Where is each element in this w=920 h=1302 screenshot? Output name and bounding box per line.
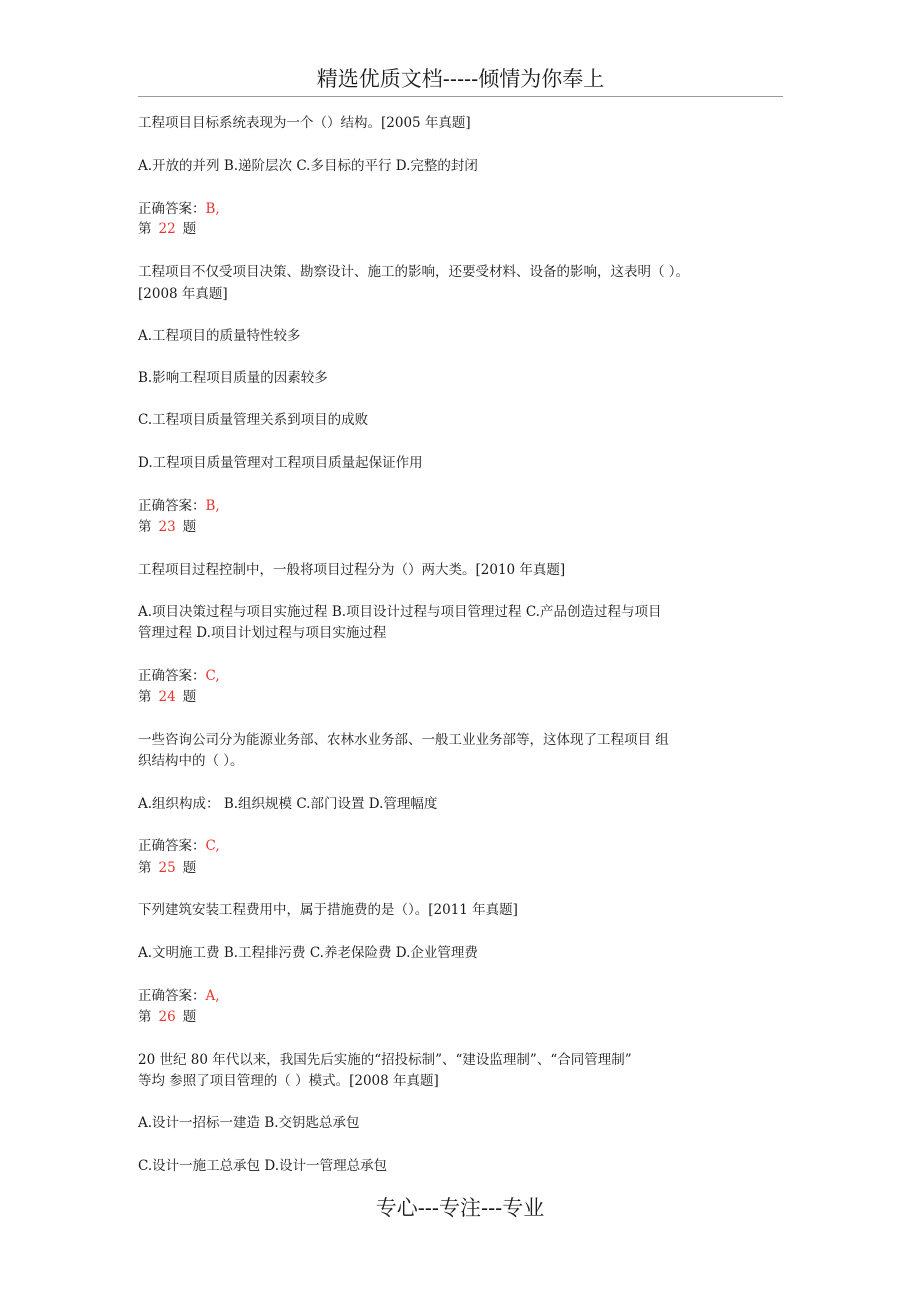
answer-value: B, xyxy=(205,201,220,217)
question-number-prefix: 第 xyxy=(138,1009,152,1025)
question-number-suffix: 题 xyxy=(182,1009,197,1025)
question-stem-continued: [2008 年真题] xyxy=(138,286,228,302)
question-number-value: 26 xyxy=(158,1009,176,1025)
question-stem: 下列建筑安装工程费用中，属于措施费的是（）。[2011 年真题] xyxy=(138,902,518,918)
question-number-value: 24 xyxy=(158,689,176,705)
answer-value: A, xyxy=(205,988,220,1004)
question-number-prefix: 第 xyxy=(138,689,152,705)
question-number-suffix: 题 xyxy=(182,221,197,237)
option-c: C.工程项目质量管理关系到项目的成败 xyxy=(138,412,369,428)
question-options: A.文明施工费 B.工程排污费 C.养老保险费 D.企业管理费 xyxy=(138,945,478,961)
question-number xyxy=(138,518,196,536)
answer-label: 正确答案： xyxy=(138,668,206,684)
option-b: B.影响工程项目质量的因素较多 xyxy=(138,370,328,386)
option-d: D.工程项目质量管理对工程项目质量起保证作用 xyxy=(138,455,423,471)
question-number-value: 25 xyxy=(158,860,176,876)
question-stem: 工程项目目标系统表现为一个（）结构。[2005 年真题] xyxy=(138,115,471,131)
question-number-suffix: 题 xyxy=(182,689,197,705)
question-stem: 一些咨询公司分为能源业务部、农林水业务部、一般工业业务部等，这体现了工程项目 组 xyxy=(138,732,669,748)
question-options-continued: C.设计一施工总承包 D.设计一管理总承包 xyxy=(138,1158,388,1174)
question-number-prefix: 第 xyxy=(138,860,152,876)
page-footer: 专心---专注---专业 xyxy=(375,1196,545,1220)
question-stem: 工程项目不仅受项目决策、勘察设计、施工的影响，还要受材料、设备的影响，这表明（ ）。 xyxy=(138,264,690,280)
question-options: A.开放的并列 B.递阶层次 C.多目标的平行 D.完整的封闭 xyxy=(138,158,478,174)
question-number-suffix: 题 xyxy=(182,860,197,876)
question-stem: 工程项目过程控制中，一般将项目过程分为（）两大类。[2010 年真题] xyxy=(138,562,566,578)
question-number-value: 23 xyxy=(158,519,176,535)
answer-label: 正确答案： xyxy=(138,201,206,217)
header-divider xyxy=(138,96,783,97)
answer-line xyxy=(138,837,220,855)
answer-label: 正确答案： xyxy=(138,988,206,1004)
question-stem-continued: 等均 参照了项目管理的（ ）模式。[2008 年真题] xyxy=(138,1073,439,1089)
answer-value: C, xyxy=(205,668,220,684)
question-number xyxy=(138,859,196,877)
question-number xyxy=(138,220,196,238)
question-options: A.项目决策过程与项目实施过程 B.项目设计过程与项目管理过程 C.产品创造过程与项目 xyxy=(138,604,662,620)
answer-line xyxy=(138,667,220,685)
question-stem-continued: 织结构中的（ ）。 xyxy=(138,753,244,769)
page-header: 精选优质文档-----倾情为你奉上 xyxy=(316,67,605,91)
answer-line xyxy=(138,497,220,515)
answer-label: 正确答案： xyxy=(138,498,206,514)
answer-value: C, xyxy=(205,838,220,854)
question-number-suffix: 题 xyxy=(182,519,197,535)
question-options-continued: 管理过程 D.项目计划过程与项目实施过程 xyxy=(138,625,387,641)
question-number-prefix: 第 xyxy=(138,519,152,535)
question-options: A.组织构成： B.组织规模 C.部门设置 D.管理幅度 xyxy=(138,796,438,812)
answer-line xyxy=(138,987,220,1005)
question-options: A.设计一招标一建造 B.交钥匙总承包 xyxy=(138,1115,360,1131)
answer-line xyxy=(138,200,220,218)
question-stem: 20 世纪 80 年代以来，我国先后实施的“招投标制”、“建设监理制”、“合同管理制” xyxy=(138,1052,632,1068)
answer-label: 正确答案： xyxy=(138,838,206,854)
option-a: A.工程项目的质量特性较多 xyxy=(138,328,301,344)
question-number-prefix: 第 xyxy=(138,221,152,237)
question-number xyxy=(138,688,196,706)
answer-value: B, xyxy=(205,498,220,514)
question-number-value: 22 xyxy=(158,221,176,237)
question-number xyxy=(138,1008,196,1026)
